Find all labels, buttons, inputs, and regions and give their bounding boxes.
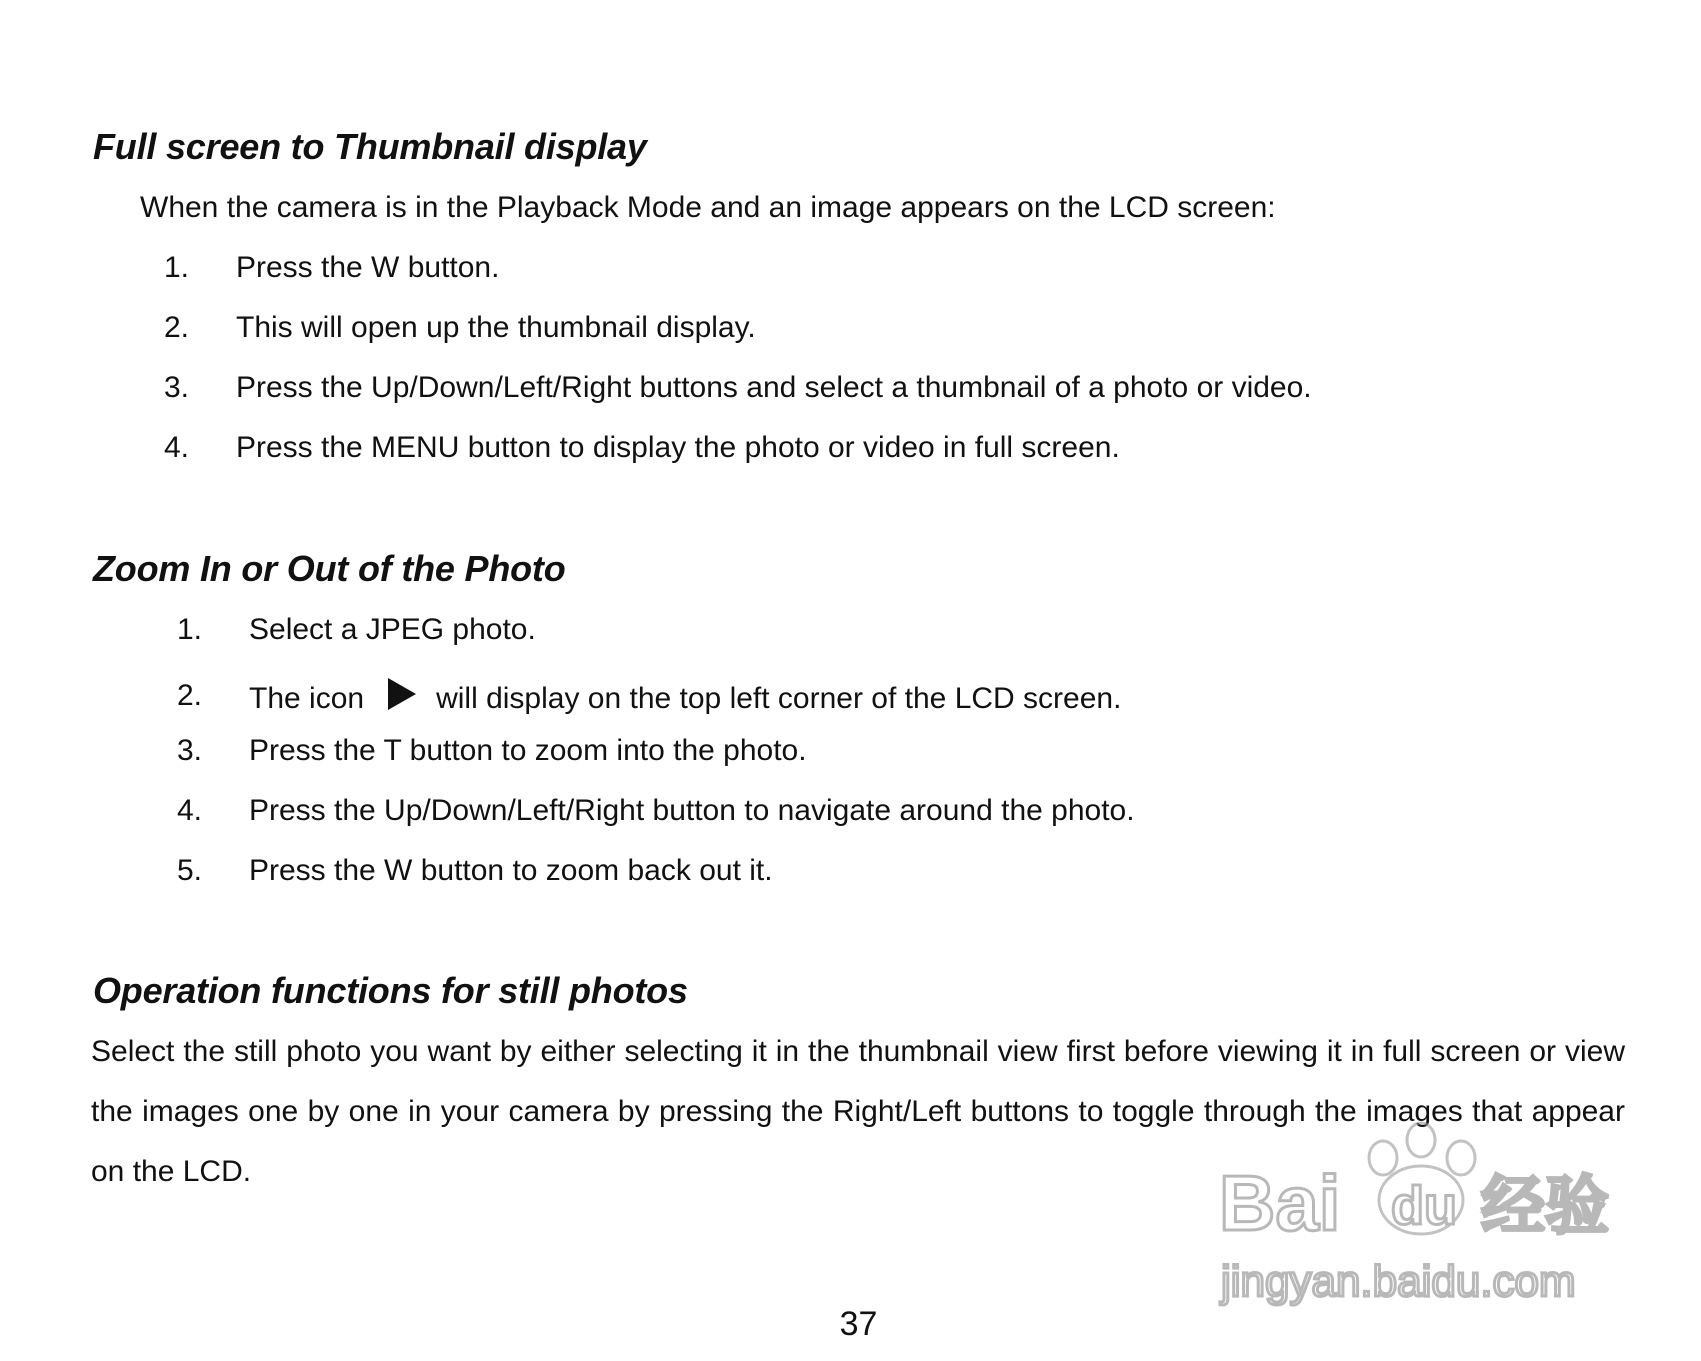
step-text-after-icon: will display on the top left corner of the LCD screen. bbox=[436, 682, 1122, 715]
step-number: 1. bbox=[177, 613, 203, 646]
step-text: This will open up the thumbnail display. bbox=[236, 311, 756, 344]
step-text-with-icon bbox=[249, 678, 1121, 717]
step-number: 2. bbox=[164, 311, 190, 344]
step-number: 5. bbox=[177, 854, 203, 887]
section-heading-zoom: Zoom In or Out of the Photo bbox=[93, 548, 566, 589]
section-paragraph: Select the still photo you want by either selecting it in the thumbnail view first before viewing it in full screen or view the images one by one in your camera by pressing the Right/Left buttons to toggle through the images that appear on the LCD. bbox=[91, 1035, 1625, 1188]
svg-text:Bai: Bai bbox=[1219, 1159, 1341, 1247]
step-number: 3. bbox=[177, 734, 203, 767]
step-text: Press the Up/Down/Left/Right button to navigate around the photo. bbox=[249, 794, 1135, 827]
step-text: Press the W button to zoom back out it. bbox=[249, 854, 773, 887]
step-number: 2. bbox=[177, 679, 203, 712]
step-text: Press the MENU button to display the photo or video in full screen. bbox=[236, 431, 1120, 464]
play-triangle-icon bbox=[388, 678, 416, 710]
svg-text:jingyan.baidu.com: jingyan.baidu.com bbox=[1221, 1257, 1576, 1306]
step-number: 1. bbox=[164, 251, 190, 284]
step-number: 4. bbox=[177, 794, 203, 827]
section-intro: When the camera is in the Playback Mode and an image appears on the LCD screen: bbox=[140, 191, 1276, 224]
section-heading-still-photos: Operation functions for still photos bbox=[93, 970, 688, 1011]
step-text: Press the T button to zoom into the photo. bbox=[249, 734, 807, 767]
section-heading-thumbnail-display: Full screen to Thumbnail display bbox=[93, 126, 647, 167]
baidu-jingyan-watermark-logo bbox=[1215, 1100, 1615, 1315]
step-text-before-icon: The icon bbox=[249, 682, 365, 715]
svg-text:经验: 经验 bbox=[1481, 1170, 1609, 1242]
step-text: Press the Up/Down/Left/Right buttons and select a thumbnail of a photo or video. bbox=[236, 371, 1312, 404]
page-number: 37 bbox=[839, 1305, 878, 1343]
step-number: 4. bbox=[164, 431, 190, 464]
step-text: Press the W button. bbox=[236, 251, 500, 284]
svg-text:du: du bbox=[1391, 1176, 1457, 1236]
step-number: 3. bbox=[164, 371, 190, 404]
step-text: Select a JPEG photo. bbox=[249, 613, 536, 646]
